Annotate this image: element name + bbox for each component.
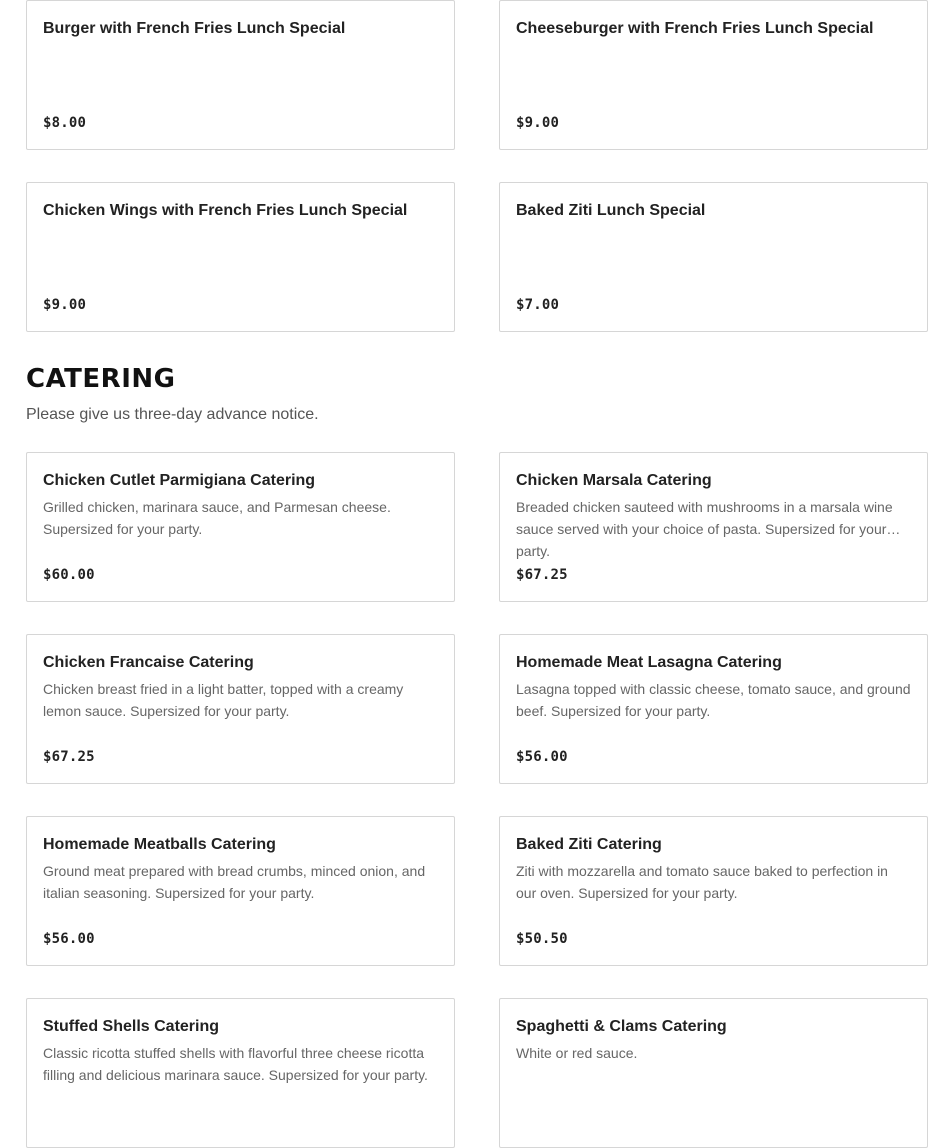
menu-item-description: Lasagna topped with classic cheese, tomato sauce, and ground beef. Supersized for your party.: [516, 681, 911, 719]
menu-item-description: Ziti with mozzarella and tomato sauce baked to perfection in our oven. Supersized for your party.: [516, 863, 888, 901]
menu-item-name: Chicken Cutlet Parmigiana Catering: [43, 472, 316, 489]
menu-item-name: Cheeseburger with French Fries Lunch Special: [516, 20, 874, 37]
menu-item-name: Homemade Meatballs Catering: [43, 836, 276, 853]
menu-item-card[interactable]: [499, 182, 928, 332]
menu-item-card[interactable]: [26, 816, 455, 966]
menu-item-description: White or red sauce.: [516, 1045, 638, 1061]
menu-item-name: Chicken Marsala Catering: [516, 472, 712, 489]
menu-item-price: $9.00: [43, 297, 87, 313]
menu-item-card[interactable]: [26, 998, 455, 1148]
menu-item-description: Breaded chicken sauteed with mushrooms in a marsala wine sauce served with your choice of pasta. Supersized for your party.: [516, 499, 893, 559]
menu-item-price: $50.50: [516, 931, 568, 947]
menu-item-card[interactable]: [26, 452, 455, 602]
menu-item-description: Grilled chicken, marinara sauce, and Parmesan cheese. Supersized for your party.: [43, 499, 391, 537]
menu-item-name: Stuffed Shells Catering: [43, 1018, 220, 1035]
menu-item-name: Chicken Francaise Catering: [43, 654, 254, 671]
menu-item-card[interactable]: [499, 816, 928, 966]
menu-item-description: Classic ricotta stuffed shells with flavorful three cheese ricotta filling and delicious marinara sauce. Supersized for your party.: [43, 1045, 428, 1083]
menu-item-price: $67.25: [516, 567, 568, 583]
menu-item-card[interactable]: [499, 0, 928, 150]
menu-item-price: $56.00: [43, 931, 95, 947]
menu-item-card[interactable]: [26, 634, 455, 784]
menu-item-card[interactable]: [499, 452, 928, 602]
menu-item-price: $7.00: [516, 297, 560, 313]
menu-item-card[interactable]: [26, 182, 455, 332]
menu-item-card[interactable]: [26, 0, 455, 150]
menu-item-card[interactable]: [499, 998, 928, 1148]
menu-item-name: Chicken Wings with French Fries Lunch Special: [43, 202, 408, 219]
section-subtitle: Please give us three-day advance notice.: [26, 406, 319, 423]
menu-item-price: $9.00: [516, 115, 560, 131]
menu-item-name: Baked Ziti Catering: [516, 836, 662, 853]
menu-item-description: Chicken breast fried in a light batter, topped with a creamy lemon sauce. Supersized for your party.: [43, 681, 404, 719]
section-title: CATERING: [26, 364, 176, 394]
catering-grid: [26, 452, 928, 1148]
menu-item-description: Ground meat prepared with bread crumbs, minced onion, and italian seasoning. Supersized for your party.: [43, 863, 426, 901]
menu-item-name: Homemade Meat Lasagna Catering: [516, 654, 782, 671]
menu-item-name: Burger with French Fries Lunch Special: [43, 20, 346, 37]
menu-item-card[interactable]: [499, 634, 928, 784]
menu-item-name: Spaghetti & Clams Catering: [516, 1018, 727, 1035]
menu-item-price: $60.00: [43, 567, 95, 583]
menu-item-price: $56.00: [516, 749, 568, 765]
lunch-specials-grid: [26, 0, 928, 332]
menu-item-price: $67.25: [43, 749, 95, 765]
menu-item-name: Baked Ziti Lunch Special: [516, 202, 706, 219]
menu-item-price: $8.00: [43, 115, 87, 131]
